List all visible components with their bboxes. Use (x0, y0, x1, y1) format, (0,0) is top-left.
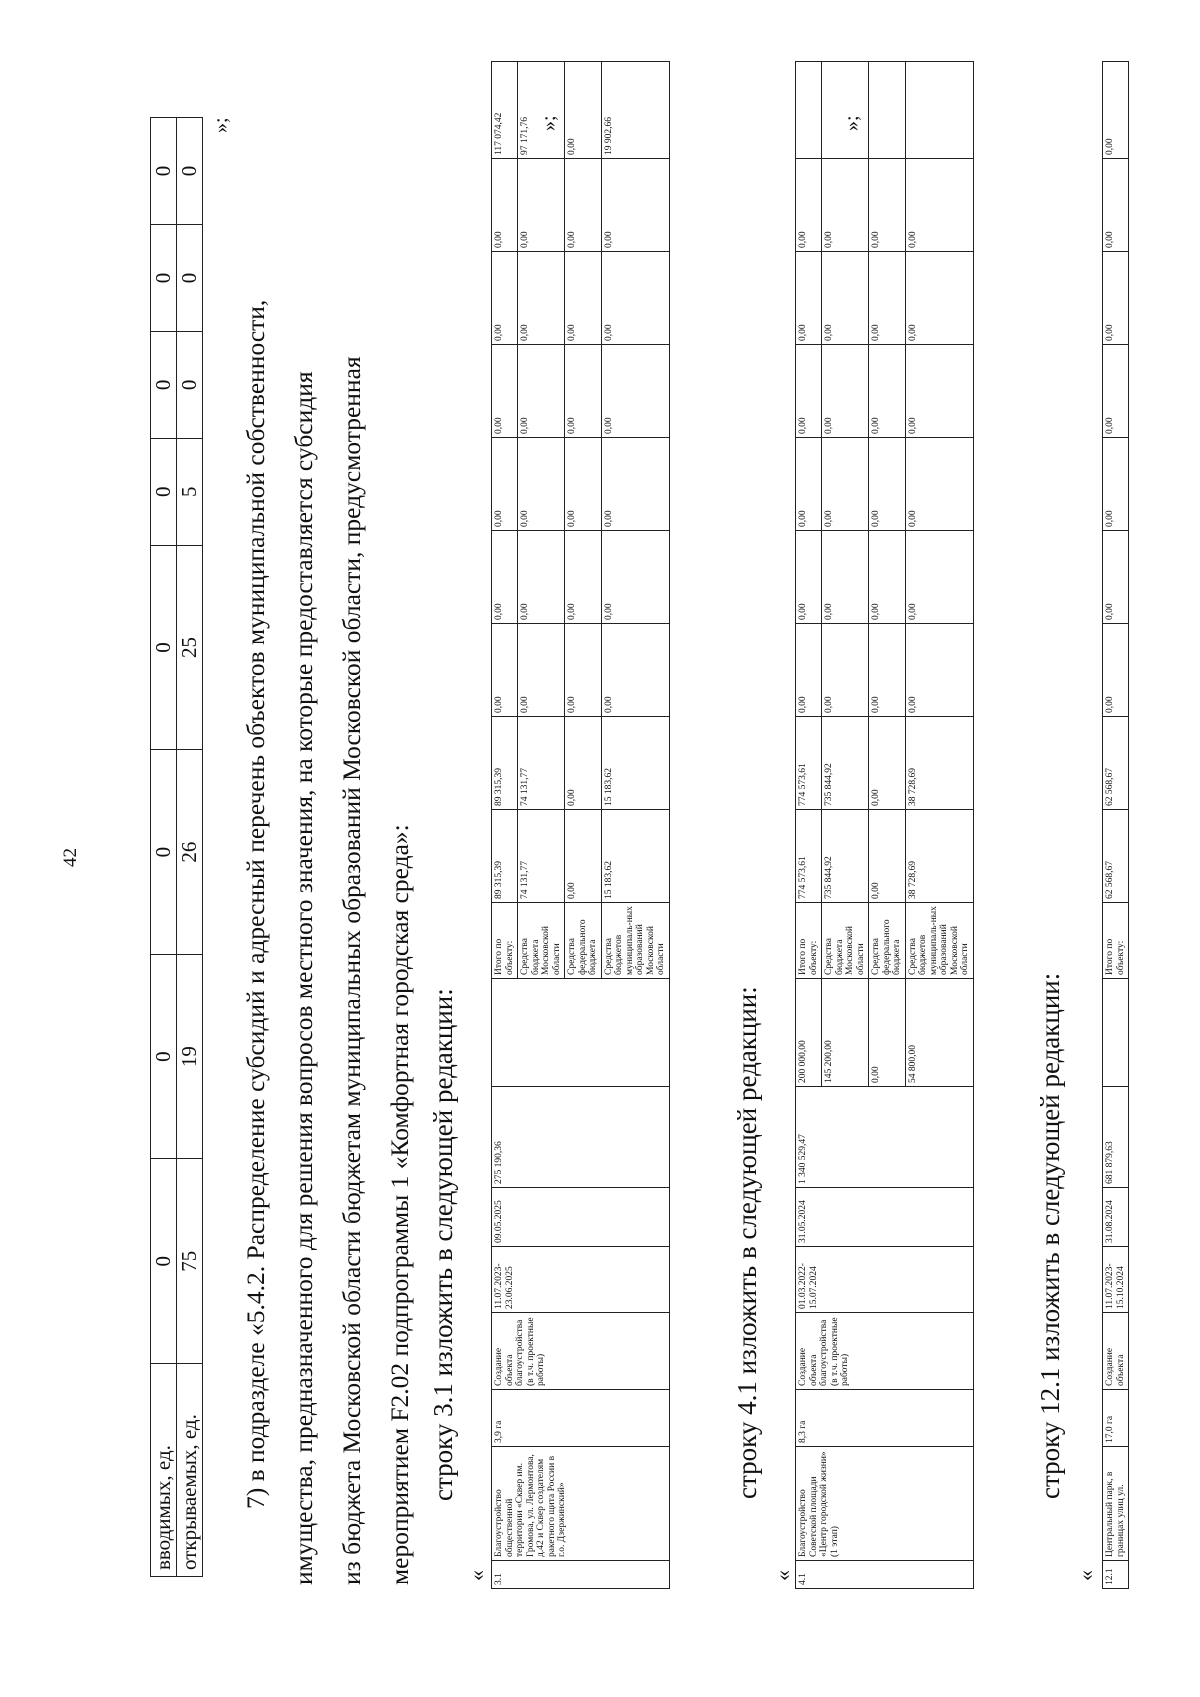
indicator-label: открываемых, ед. (177, 1364, 203, 1577)
finance-year-value: 0,00 (518, 345, 565, 438)
finance-year-value: 0,00 (1103, 438, 1129, 531)
finance-remaining (822, 62, 869, 159)
indicator-value: 19 (177, 954, 203, 1159)
finance-source: Средства федерального бюджета (565, 903, 602, 979)
financing-table-4-1 (795, 61, 974, 1589)
finance-total: 735 844,92 (822, 810, 869, 903)
quote-close-mark: »; (538, 115, 560, 131)
object-period: 11.07.2023-23.06.2025 (492, 1247, 670, 1313)
object-financed: 200 000,00 (796, 979, 822, 1087)
financing-table-3-1 (491, 61, 670, 1589)
object-period: 01.03.2022-15.07.2024 (796, 1247, 974, 1313)
finance-year-value: 0,00 (492, 345, 518, 438)
quote-close-mark: »; (841, 115, 863, 131)
finance-year-value: 0,00 (518, 624, 565, 717)
page-number: 42 (60, 848, 81, 867)
quote-open-mark: « (1073, 1570, 1098, 1581)
finance-year-value: 0,00 (822, 252, 869, 345)
finance-year-value: 0,00 (492, 159, 518, 252)
finance-year-value: 0,00 (869, 252, 906, 345)
object-period: 11.07.2023-15.10.2024 (1103, 1247, 1129, 1313)
finance-year-value: 0,00 (492, 624, 518, 717)
finance-remaining: 97 171,76 (518, 62, 565, 159)
finance-year-value: 0,00 (492, 438, 518, 531)
finance-year-value: 0,00 (796, 624, 822, 717)
object-financed: 145 200,00 (822, 979, 869, 1087)
finance-remaining: 19 902,66 (601, 62, 669, 159)
indicator-value: 0 (177, 331, 203, 438)
section-caption: строку 3.1 изложить в следующей редакции: (428, 988, 458, 1501)
indicator-value: 0 (151, 224, 177, 331)
finance-year-value: 735 844,92 (822, 717, 869, 810)
object-power: 3,9 га (492, 1390, 670, 1447)
finance-remaining (869, 62, 906, 159)
finance-total: 74 131,77 (518, 810, 565, 903)
indicator-value: 75 (177, 1159, 203, 1364)
object-works: Создание объекта благоустройства (в т.ч. проектные работы) (796, 1313, 974, 1390)
finance-source: Итого по объекту: (492, 903, 518, 979)
financing-table-12-1 (1102, 61, 1129, 1589)
finance-year-value: 0,00 (905, 624, 973, 717)
object-power: 8,3 га (796, 1390, 974, 1447)
finance-year-value: 62 568,67 (1103, 717, 1129, 810)
indicator-table (150, 117, 203, 1577)
table-row (492, 62, 518, 1589)
finance-year-value: 0,00 (1103, 252, 1129, 345)
finance-source: Средства бюджетов муниципаль-ных образований Московской области (905, 903, 973, 979)
finance-source: Средства бюджета Московской области (822, 903, 869, 979)
finance-year-value: 0,00 (796, 531, 822, 624)
finance-year-value: 38 728,69 (905, 717, 973, 810)
finance-year-value: 0,00 (905, 252, 973, 345)
indicator-value: 0 (151, 438, 177, 545)
finance-year-value: 0,00 (869, 531, 906, 624)
finance-year-value: 0,00 (869, 159, 906, 252)
finance-remaining: 0,00 (1103, 62, 1129, 159)
finance-year-value: 0,00 (796, 438, 822, 531)
quote-open-mark: « (464, 1570, 489, 1581)
indicator-value: 0 (151, 1159, 177, 1364)
row-number: 3.1 (492, 1561, 670, 1589)
finance-year-value: 0,00 (518, 252, 565, 345)
object-name: Центральный парк, в границах улиц ул. (1103, 1447, 1129, 1561)
finance-year-value: 0,00 (796, 159, 822, 252)
object-works: Создание объекта благоустройства (в т.ч. проектные работы) (492, 1313, 670, 1390)
section-caption: строку 12.1 изложить в следующей редакции: (1035, 972, 1065, 1499)
finance-year-value: 0,00 (905, 531, 973, 624)
finance-source: Итого по объекту: (796, 903, 822, 979)
finance-year-value: 0,00 (869, 438, 906, 531)
indicator-value: 0 (177, 224, 203, 331)
object-cost: 275 190,36 (492, 1087, 670, 1188)
finance-remaining: 117 074,42 (492, 62, 518, 159)
finance-year-value: 0,00 (1103, 531, 1129, 624)
indicator-value: 25 (177, 545, 203, 750)
object-name: Благоустройство общественной территории «Сквер им. Громова, ул. Лермонтова, д.42 и Сквер создателям ракетного щита России в г.о. Дзержинский» (492, 1447, 670, 1561)
indicator-value: 0 (151, 750, 177, 955)
finance-year-value: 0,00 (822, 624, 869, 717)
finance-year-value: 0,00 (822, 531, 869, 624)
finance-year-value: 0,00 (1103, 624, 1129, 717)
table-row (1103, 62, 1129, 1589)
indicator-value: 26 (177, 750, 203, 955)
object-works: Создание объекта (1103, 1313, 1129, 1390)
finance-year-value: 0,00 (796, 252, 822, 345)
amendment-paragraph (232, 115, 424, 1585)
finance-total: 62 568,67 (1103, 810, 1129, 903)
paragraph-line: мероприятием F2.02 подпрограммы 1 «Комфортная городская среда»: (385, 824, 414, 1585)
table-row (151, 118, 177, 1577)
finance-year-value: 0,00 (869, 345, 906, 438)
finance-total: 89 315,39 (492, 810, 518, 903)
indicator-value: 0 (151, 954, 177, 1159)
finance-year-value: 0,00 (492, 531, 518, 624)
finance-source: Средства бюджета Московской области (518, 903, 565, 979)
finance-year-value: 0,00 (492, 252, 518, 345)
object-power: 17,0 га (1103, 1390, 1129, 1447)
indicator-label: вводимых, ед. (151, 1364, 177, 1577)
finance-remaining (796, 62, 822, 159)
finance-year-value: 0,00 (822, 159, 869, 252)
finance-year-value: 0,00 (822, 438, 869, 531)
finance-year-value: 74 131,77 (518, 717, 565, 810)
finance-year-value: 0,00 (565, 438, 602, 531)
finance-total: 15 183,62 (601, 810, 669, 903)
finance-remaining: 0,00 (565, 62, 602, 159)
object-name: Благоустройство Советской площади «Центр городской жизни» (1 этап) (796, 1447, 974, 1561)
finance-total: 0,00 (869, 810, 906, 903)
table-row (796, 62, 822, 1589)
finance-total: 0,00 (565, 810, 602, 903)
object-cost: 1 340 529,47 (796, 1087, 974, 1188)
indicator-value: 0 (151, 545, 177, 750)
paragraph-line: из бюджета Московской области бюджетам муниципальных образований Московской области, предусмотренная (337, 356, 366, 1585)
finance-year-value: 0,00 (869, 624, 906, 717)
finance-source: Итого по объекту: (1103, 903, 1129, 979)
finance-year-value: 0,00 (601, 345, 669, 438)
object-open-date: 09.05.2025 (492, 1188, 670, 1247)
indicator-value: 0 (151, 118, 177, 225)
finance-year-value: 0,00 (565, 345, 602, 438)
finance-year-value: 0,00 (822, 345, 869, 438)
object-financed: 54 800,00 (905, 979, 973, 1087)
indicator-value: 0 (151, 331, 177, 438)
finance-year-value: 0,00 (565, 624, 602, 717)
finance-year-value: 0,00 (518, 159, 565, 252)
object-financed (492, 979, 670, 1087)
object-financed: 0,00 (869, 979, 906, 1087)
finance-year-value: 0,00 (518, 438, 565, 531)
finance-year-value: 0,00 (601, 252, 669, 345)
finance-year-value: 0,00 (1103, 345, 1129, 438)
object-financed (1103, 979, 1129, 1087)
finance-year-value: 0,00 (1103, 159, 1129, 252)
section-caption: строку 4.1 изложить в следующей редакции: (732, 986, 762, 1499)
row-number: 12.1 (1103, 1561, 1129, 1589)
object-open-date: 31.08.2024 (1103, 1188, 1129, 1247)
finance-year-value: 0,00 (905, 159, 973, 252)
row-number: 4.1 (796, 1561, 974, 1589)
finance-total: 774 573,61 (796, 810, 822, 903)
finance-source: Средства федерального бюджета (869, 903, 906, 979)
finance-year-value: 15 183,62 (601, 717, 669, 810)
finance-year-value: 0,00 (601, 531, 669, 624)
finance-year-value: 0,00 (905, 345, 973, 438)
indicator-value: 0 (177, 118, 203, 225)
finance-year-value: 774 573,61 (796, 717, 822, 810)
object-cost: 681 879,63 (1103, 1087, 1129, 1188)
indicator-value: 5 (177, 438, 203, 545)
object-open-date: 31.05.2024 (796, 1188, 974, 1247)
finance-year-value: 0,00 (518, 531, 565, 624)
finance-year-value: 0,00 (565, 717, 602, 810)
finance-year-value: 0,00 (601, 159, 669, 252)
finance-source: Средства бюджетов муниципаль-ных образований Московской области (601, 903, 669, 979)
finance-year-value: 0,00 (601, 624, 669, 717)
finance-year-value: 0,00 (565, 252, 602, 345)
finance-year-value: 89 315,39 (492, 717, 518, 810)
finance-year-value: 0,00 (565, 531, 602, 624)
finance-year-value: 0,00 (869, 717, 906, 810)
finance-total: 38 728,69 (905, 810, 973, 903)
paragraph-line: имущества, предназначенного для решения вопросов местного значения, на которые предоставляется субсидия (289, 371, 318, 1585)
finance-year-value: 0,00 (601, 438, 669, 531)
quote-close-mark: »; (210, 117, 232, 133)
finance-year-value: 0,00 (565, 159, 602, 252)
table-row (177, 118, 203, 1577)
quote-open-mark: « (770, 1570, 795, 1581)
paragraph-line: 7) в подразделе «5.4.2. Распределение субсидий и адресный перечень объектов муниципальной собственности, (241, 299, 270, 1509)
finance-year-value: 0,00 (796, 345, 822, 438)
finance-remaining (905, 62, 973, 159)
finance-year-value: 0,00 (905, 438, 973, 531)
